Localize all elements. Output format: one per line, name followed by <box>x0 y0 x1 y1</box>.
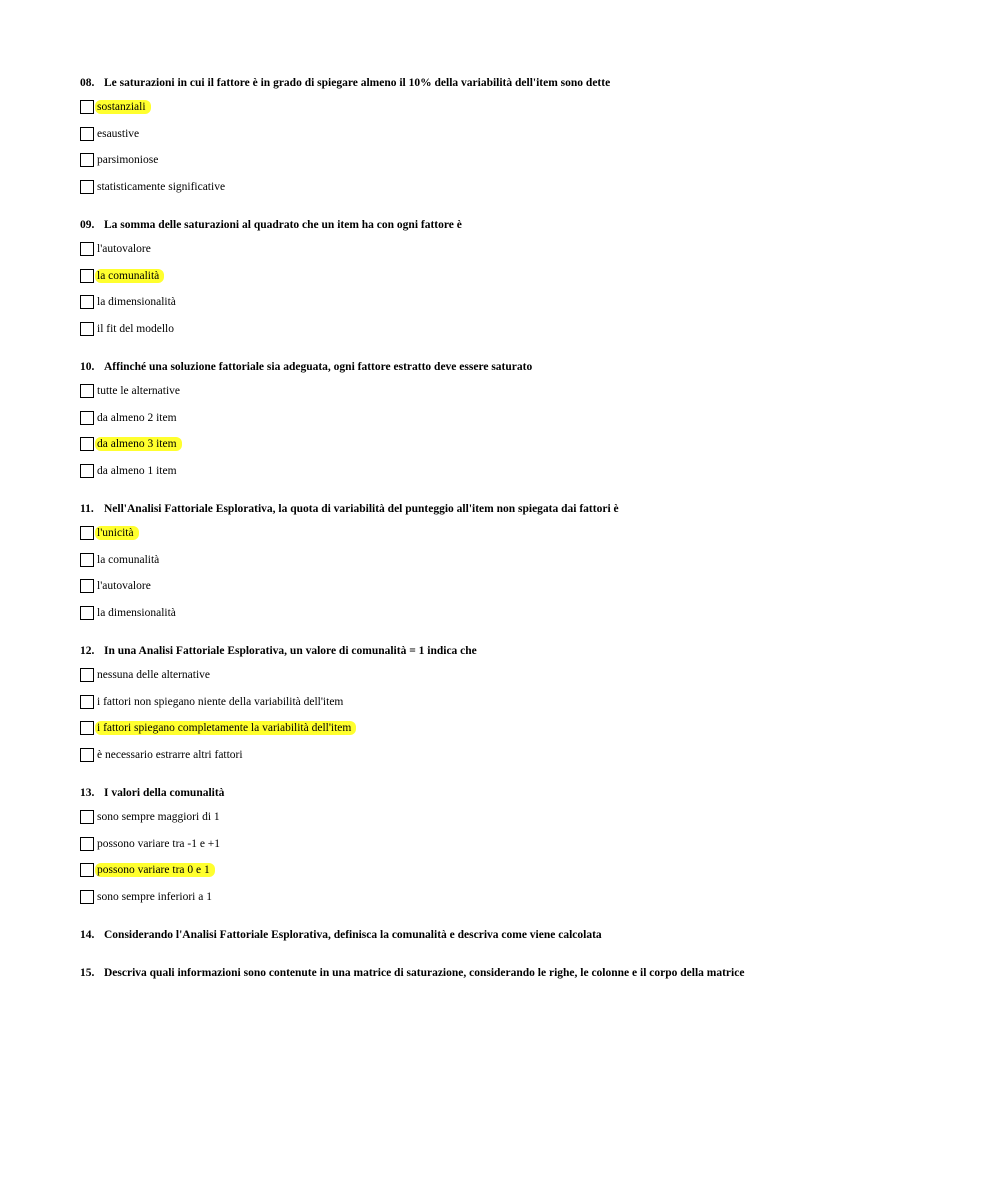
question-title <box>80 786 960 800</box>
checkbox[interactable] <box>80 269 94 283</box>
answer-label: l'autovalore <box>97 243 151 255</box>
checkbox[interactable] <box>80 322 94 336</box>
answer-option[interactable] <box>80 889 960 905</box>
answer-option[interactable] <box>80 578 960 594</box>
checkbox[interactable] <box>80 695 94 709</box>
checkbox[interactable] <box>80 127 94 141</box>
checkbox[interactable] <box>80 890 94 904</box>
answer-label: statisticamente significative <box>97 180 226 193</box>
question-title <box>80 218 960 232</box>
question-number: 10. <box>80 361 95 373</box>
answer-option[interactable] <box>80 268 960 284</box>
question-title <box>80 966 960 980</box>
question-11 <box>80 502 960 621</box>
quiz-page <box>80 76 960 989</box>
checkbox[interactable] <box>80 153 94 167</box>
question-13 <box>80 786 960 905</box>
question-text: Descriva quali informazioni sono contenute in una matrice di saturazione, considerando le righe, le colonne e il corpo della matrice <box>104 967 745 979</box>
answer-label: nessuna delle alternative <box>97 669 211 681</box>
answer-option[interactable] <box>80 321 960 337</box>
answer-option[interactable] <box>80 152 960 168</box>
checkbox[interactable] <box>80 837 94 851</box>
question-title <box>80 644 960 658</box>
answer-option[interactable] <box>80 99 960 115</box>
answer-option[interactable] <box>80 525 960 541</box>
checkbox[interactable] <box>80 526 94 540</box>
answer-label: esaustive <box>97 127 140 140</box>
answer-option[interactable] <box>80 552 960 568</box>
answer-option[interactable] <box>80 694 960 710</box>
question-title <box>80 76 960 90</box>
question-text: Le saturazioni in cui il fattore è in grado di spiegare almeno il 10% della variabilità dell'item sono dette <box>104 77 611 89</box>
question-text: Considerando l'Analisi Fattoriale Esplorativa, definisca la comunalità e descriva come viene calcolata <box>104 929 602 941</box>
checkbox[interactable] <box>80 668 94 682</box>
question-number: 13. <box>80 787 95 799</box>
question-text: La somma delle saturazioni al quadrato che un item ha con ogni fattore è <box>104 219 462 231</box>
question-number: 12. <box>80 645 95 657</box>
answer-option[interactable] <box>80 410 960 426</box>
checkbox[interactable] <box>80 810 94 824</box>
checkbox[interactable] <box>80 411 94 425</box>
answer-label-highlighted: i fattori spiegano completamente la variabilità dell'item <box>95 721 356 735</box>
answer-option[interactable] <box>80 747 960 763</box>
question-title <box>80 928 960 942</box>
question-15 <box>80 966 960 980</box>
answer-option[interactable] <box>80 720 960 736</box>
checkbox[interactable] <box>80 606 94 620</box>
answer-option[interactable] <box>80 436 960 452</box>
question-text: Affinché una soluzione fattoriale sia adeguata, ogni fattore estratto deve essere saturato <box>104 361 533 373</box>
answer-option[interactable] <box>80 383 960 399</box>
answer-label: i fattori non spiegano niente della variabilità dell'item <box>97 695 344 708</box>
checkbox[interactable] <box>80 863 94 877</box>
question-number: 08. <box>80 77 95 89</box>
question-14 <box>80 928 960 942</box>
answer-label: sono sempre inferiori a 1 <box>97 890 212 903</box>
question-number: 11. <box>80 503 94 515</box>
answer-label: il fit del modello <box>97 322 174 335</box>
answer-label: la dimensionalità <box>97 296 176 308</box>
checkbox[interactable] <box>80 295 94 309</box>
checkbox[interactable] <box>80 553 94 567</box>
answer-option[interactable] <box>80 809 960 825</box>
answer-option[interactable] <box>80 463 960 479</box>
answer-label: l'autovalore <box>97 580 151 592</box>
answer-label: da almeno 2 item <box>97 411 177 424</box>
question-text: I valori della comunalità <box>104 787 225 799</box>
answer-label-highlighted: l'unicità <box>95 526 139 540</box>
answer-label-highlighted: possono variare tra 0 e 1 <box>95 863 215 877</box>
question-title <box>80 502 960 516</box>
question-08 <box>80 76 960 195</box>
answer-option[interactable] <box>80 836 960 852</box>
answer-option[interactable] <box>80 179 960 195</box>
question-number: 09. <box>80 219 95 231</box>
checkbox[interactable] <box>80 242 94 256</box>
question-12 <box>80 644 960 763</box>
answer-option[interactable] <box>80 126 960 142</box>
answer-option[interactable] <box>80 605 960 621</box>
answer-option[interactable] <box>80 241 960 257</box>
question-10 <box>80 360 960 479</box>
checkbox[interactable] <box>80 384 94 398</box>
checkbox[interactable] <box>80 180 94 194</box>
answer-option[interactable] <box>80 667 960 683</box>
question-text: Nell'Analisi Fattoriale Esplorativa, la quota di variabilità del punteggio all'item non spiegata dai fattori è <box>104 503 619 515</box>
answer-label-highlighted: sostanziali <box>95 100 151 114</box>
answer-label-highlighted: la comunalità <box>95 269 164 283</box>
answer-label: parsimoniose <box>97 154 159 166</box>
checkbox[interactable] <box>80 100 94 114</box>
answer-label: da almeno 1 item <box>97 464 177 477</box>
answer-label: è necessario estrarre altri fattori <box>97 748 243 761</box>
question-title <box>80 360 960 374</box>
answer-option[interactable] <box>80 862 960 878</box>
answer-option[interactable] <box>80 294 960 310</box>
answer-label: la comunalità <box>97 553 160 566</box>
answer-label-highlighted: da almeno 3 item <box>95 437 182 451</box>
answer-label: possono variare tra -1 e +1 <box>97 837 221 850</box>
checkbox[interactable] <box>80 721 94 735</box>
checkbox[interactable] <box>80 579 94 593</box>
checkbox[interactable] <box>80 748 94 762</box>
question-text: In una Analisi Fattoriale Esplorativa, un valore di comunalità = 1 indica che <box>104 645 477 657</box>
answer-label: la dimensionalità <box>97 606 176 619</box>
answer-label: sono sempre maggiori di 1 <box>97 811 220 823</box>
answer-label: tutte le alternative <box>97 385 181 397</box>
checkbox[interactable] <box>80 464 94 478</box>
question-number: 14. <box>80 929 95 941</box>
checkbox[interactable] <box>80 437 94 451</box>
question-number: 15. <box>80 967 95 979</box>
question-09 <box>80 218 960 337</box>
